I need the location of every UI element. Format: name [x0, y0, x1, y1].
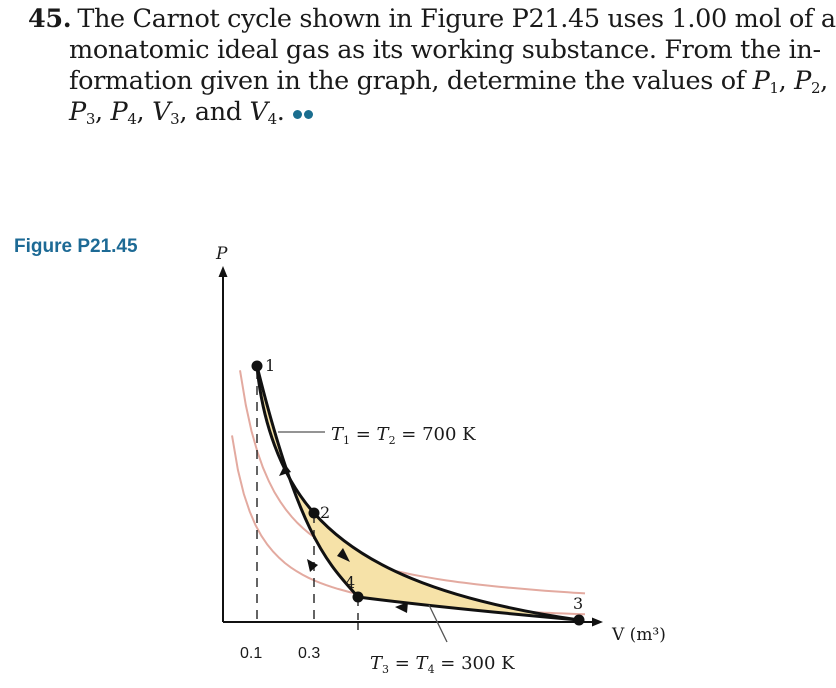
problem-number: 45.: [28, 4, 72, 34]
problem-line-3: formation given in the graph, determine the values of $P_1$, $P_2$,: [69, 66, 828, 97]
state-point-3: [574, 615, 585, 626]
x-axis-label: V (m³): [612, 625, 666, 645]
annotation-cold-isotherm: $T_3 = T_4 = 300$ K: [370, 653, 515, 676]
x-tick-label-0.3: 0.3: [298, 645, 321, 662]
state-point-2: [309, 508, 320, 519]
x-tick-label-0.1: 0.1: [240, 645, 263, 662]
annotation-leader-cold: [429, 605, 447, 642]
annotation-hot-isotherm: $T_1 = T_2 = 700$ K: [331, 424, 476, 447]
problem-line-2: monatomic ideal gas as its working substance. From the in-: [69, 35, 821, 65]
direction-arrow-4-1: [307, 559, 318, 572]
problem-line-1: 45. The Carnot cycle shown in Figure P21.45 uses 1.00 mol of a: [28, 4, 836, 34]
state-point-4: [353, 592, 364, 603]
state-point-1: [252, 361, 263, 372]
y-axis-arrow: [219, 266, 228, 277]
path-1-to-2: [257, 366, 314, 513]
state-label-1: 1: [265, 356, 276, 375]
figure-label: Figure P21.45: [14, 236, 138, 257]
x-axis-arrow: [592, 618, 603, 627]
state-label-3: 3: [573, 594, 584, 613]
y-axis-label: P: [216, 244, 228, 264]
state-label-2: 2: [320, 503, 331, 522]
problem-line-4: $P_3$, $P_4$, $V_3$, and $V_4$.: [28, 97, 694, 129]
state-label-4: 4: [345, 573, 356, 592]
